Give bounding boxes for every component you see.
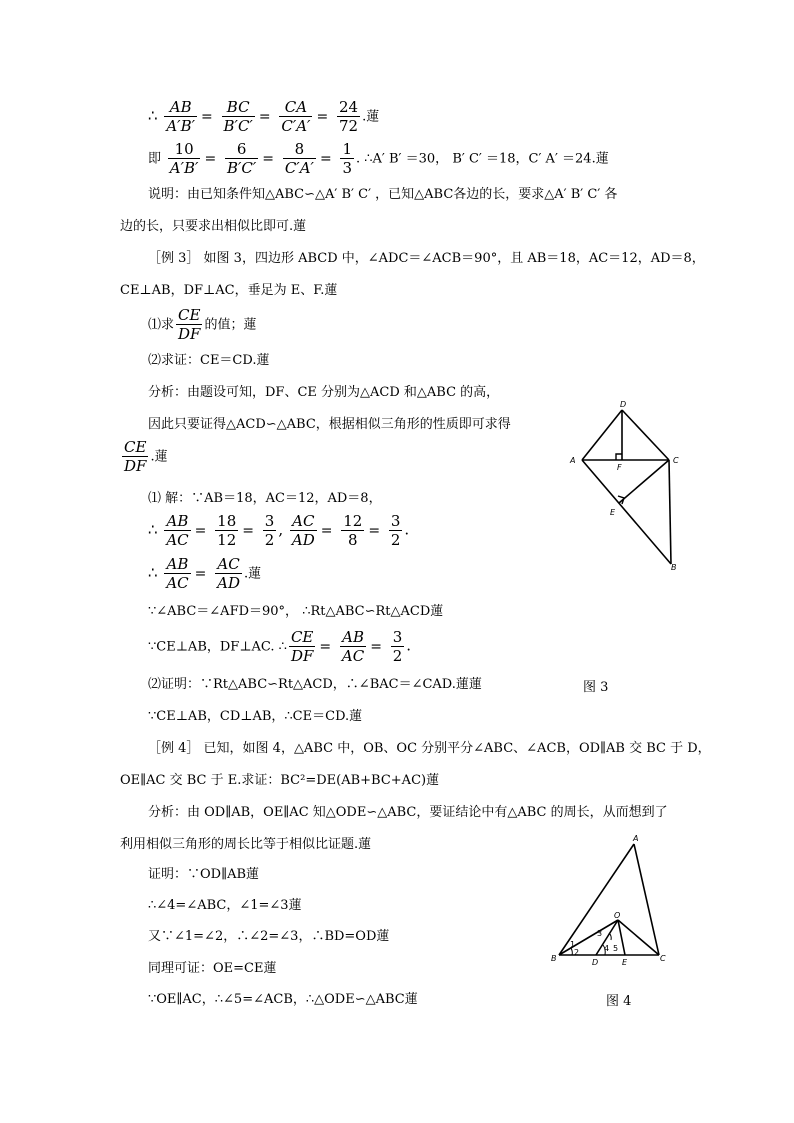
fraction: $\frac{CE}{DF}$ [124,438,147,475]
fig4-label-e: E [622,958,628,967]
fraction: $\frac{10}{A'B'}$ [169,140,199,177]
fraction: $\frac{24}{72}$ [338,98,359,135]
figure-3-caption: 图 3 [583,680,609,695]
fraction: $\frac{6}{B'C'}$ [226,140,257,177]
text-line: 同理可证：OE=CE蓮 [148,961,277,976]
fraction: $\frac{1}{3}$ [342,140,352,177]
result-fraction: $\frac{CE}{DF}$ .蓮 [124,438,168,475]
fraction: $\frac{18}{12}$ [217,512,237,549]
text-line: ⑵证明：∵Rt△ABC∽Rt△ACD，∴∠BAC＝∠CAD.蓮蓮 [148,677,482,692]
fraction: $\frac{CE}{DF}$ [290,628,314,665]
text-line: ∵∠ABC＝∠AFD＝90°， ∴Rt△ABC∽Rt△ACD蓮 [148,604,444,619]
ratio-line-1: ∴ $\frac{AB}{A'B'}$ = $\frac{BC}{B'C'}$ = $\frac{CA}{C'A'}$ = $\frac{24}{72}$ .蓮 [148,98,380,135]
fig3-label-c: C [673,456,679,465]
text-line: ［例 4］ 已知，如图 4，△ABC 中，OB、OC 分别平分∠ABC、∠ACB，OD∥AB 交 BC 于 D， [148,741,711,756]
fraction: $\frac{CA}{C'A'}$ [281,98,311,135]
fraction: $\frac{BC}{B'C'}$ [223,98,253,135]
fig4-angle-5: 5 [613,944,619,953]
text-line: 分析：由题设可知，DF、CE 分别为△ACD 和△ABC 的高， [148,385,500,400]
fig4-label-d: D [592,958,599,967]
fraction: $\frac{3}{2}$ [390,512,401,549]
fraction: $\frac{CE}{DF}$ [178,306,201,343]
text-line: ⑵求证：CE＝CD.蓮 [148,353,270,368]
text-line: OE∥AC 交 BC 于 E.求证：BC²=DE(AB+BC+AC)蓮 [120,773,440,788]
text-line: 分析：由 OD∥AB，OE∥AC 知△ODE∽△ABC，要证结论中有△ABC 的周长，从而想到了 [148,805,668,820]
ratio-line-3: ∴ $\frac{AB}{AC}$ = $\frac{18}{12}$ = $\frac{3}{2}$ , $\frac{AC}{AD}$ = $\frac{12}{8}$ = $\frac{3}{2}$ . [148,512,410,549]
fraction: $\frac{12}{8}$ [343,512,363,549]
fig3-label-e: E [610,508,616,517]
text-line: 说明：由已知条件知△ABC∽△A′ B′ C′ ，已知△ABC各边的长，要求△A′ B′ C′ 各 [148,187,618,202]
fig4-label-b: B [551,954,557,963]
fraction: $\frac{AB}{AC}$ [341,628,365,665]
fig3-label-f: F [617,463,622,472]
fig3-label-b: B [671,563,677,572]
question-1: ⑴求 $\frac{CE}{DF}$ 的值；蓮 [148,306,257,343]
fraction: $\frac{AB}{AC}$ [166,512,189,549]
text-line: 证明：∵OD∥AB蓮 [148,867,260,882]
fraction: $\frac{AB}{A'B'}$ [166,98,195,135]
fig4-angle-1: 1 [570,940,576,949]
fig4-label-c: C [660,954,666,963]
text-line: 利用相似三角形的周长比等于相似比证题.蓮 [120,837,372,852]
text-line: ［例 3］ 如图 3，四边形 ABCD 中，∠ADC＝∠ACB＝90°，且 AB＝18，AC＝12，AD＝8， [148,251,705,266]
fig3-label-d: D [620,400,627,409]
fig3-label-a: A [570,456,576,465]
fraction: $\frac{3}{2}$ [392,628,403,665]
text-line: ∴∠4=∠ABC，∠1=∠3蓮 [148,898,302,913]
fig4-angle-2: 2 [574,948,580,957]
text-line: ∵CE⊥AB，CD⊥AB，∴CE＝CD.蓮 [148,709,363,724]
figure-3-diagram [560,396,690,576]
fig4-label-a: A [633,834,639,843]
fraction: $\frac{AC}{AD}$ [217,555,241,592]
ratio-line-5: ∵CE⊥AB，DF⊥AC. ∴ $\frac{CE}{DF}$ = $\frac{AB}{AC}$ = $\frac{3}{2}$ . [148,628,412,665]
text-line: 边的长，只要求出相似比即可.蓮 [120,219,307,234]
ratio-line-4: ∴ $\frac{AB}{AC}$ = $\frac{AC}{AD}$ .蓮 [148,555,262,592]
fig4-angle-3: 3 [597,929,603,938]
figure-4-diagram [545,832,675,972]
fig4-label-o: O [614,911,621,920]
fraction: $\frac{3}{2}$ [264,512,275,549]
fraction: $\frac{AB}{AC}$ [166,555,189,592]
text-line: CE⊥AB，DF⊥AC，垂足为 E、F.蓮 [120,283,338,298]
fig4-angle-4: 4 [604,944,610,953]
text-line: ∵OE∥AC，∴∠5=∠ACB，∴△ODE∽△ABC蓮 [148,992,418,1007]
text-line: 又∵∠1=∠2，∴∠2=∠3，∴BD=OD蓮 [148,929,390,944]
text-line: ⑴ 解：∵AB＝18，AC＝12，AD＝8， [148,491,382,506]
text-line: 因此只要证得△ACD∽△ABC，根据相似三角形的性质即可求得 [148,417,511,432]
figure-4-caption: 图 4 [606,994,632,1009]
fraction: $\frac{AC}{AD}$ [291,512,315,549]
ratio-line-2: 即 $\frac{10}{A'B'}$ = $\frac{6}{B'C'}$ = $\frac{8}{C'A'}$ = $\frac{1}{3}$ . ∴A′ B′ ＝30， B′ C′ ＝18，C′ A′ ＝24.蓮 [148,140,609,177]
fraction: $\frac{8}{C'A'}$ [284,140,314,177]
